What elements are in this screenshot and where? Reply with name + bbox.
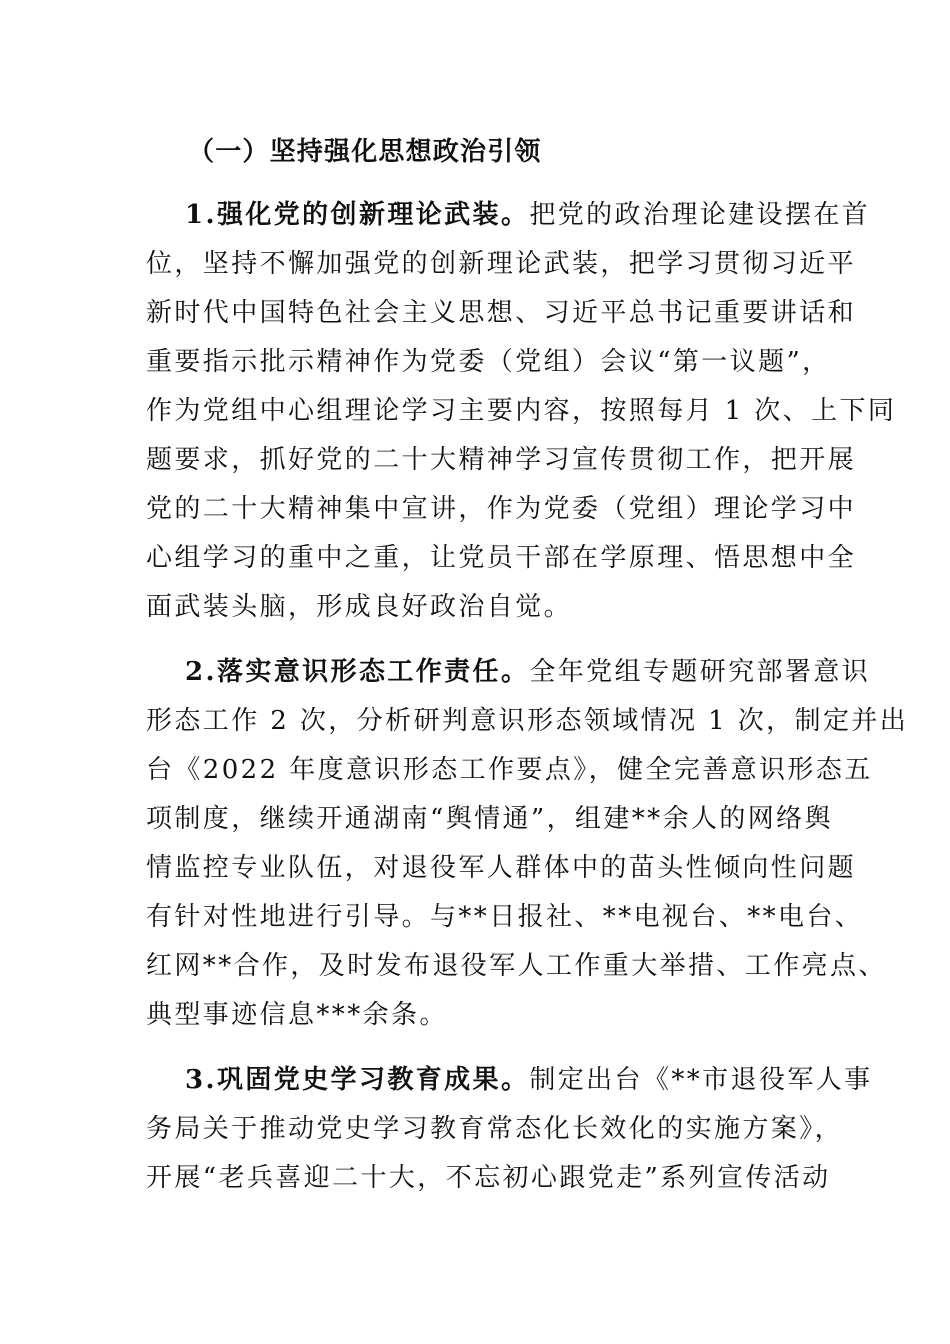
paragraph-2-line-6: 有针对性地进行引导。与**日报社、**电视台、**电台、 (146, 902, 864, 932)
paragraph-1-line-4: 重要指示批示精神作为党委（党组）会议“第一议题”， (146, 347, 831, 377)
paragraph-2-line-3: 台《2022 年度意识形态工作要点》，健全完善意识形态五 (146, 755, 873, 785)
paragraph-3-line-1: 制定出台《**市退役军人事 (529, 1065, 873, 1095)
section-heading: （一）坚持强化思想政治引领 (188, 137, 542, 167)
paragraph-3-line-3: 开展“老兵喜迎二十大，不忘初心跟党走”系列宣传活动 (146, 1163, 831, 1193)
paragraph-3-line-2: 务局关于推动党史学习教育常态化长效化的实施方案》， (146, 1114, 844, 1144)
paragraph-3-title: 3.巩固党史学习教育成果。 (185, 1065, 530, 1095)
paragraph-1-first-line (185, 200, 870, 230)
paragraph-2-line-7: 红网**合作，及时发布退役军人工作重大举措、工作亮点、 (146, 951, 887, 981)
paragraph-1-line-6: 题要求，抓好党的二十大精神学习宣传贯彻工作，把开展 (146, 445, 857, 475)
paragraph-2-line-8: 典型事迹信息***余条。 (146, 1000, 448, 1030)
paragraph-1-line-8: 心组学习的重中之重，让党员干部在学原理、悟思想中全 (146, 543, 857, 573)
paragraph-1-title: 1.强化党的创新理论武装。 (185, 200, 530, 230)
paragraph-1-line-9: 面武装头脑，形成良好政治自觉。 (146, 592, 573, 622)
paragraph-2-line-5: 情监控专业队伍，对退役军人群体中的苗头性倾向性问题 (146, 853, 857, 883)
paragraph-1-line-7: 党的二十大精神集中宣讲，作为党委（党组）理论学习中 (146, 494, 857, 524)
paragraph-1-line-3: 新时代中国特色社会主义思想、习近平总书记重要讲话和 (146, 298, 857, 328)
paragraph-2-line-2: 形态工作 2 次，分析研判意识形态领域情况 1 次，制定并出 (146, 706, 909, 736)
paragraph-1-line-2: 位，坚持不懈加强党的创新理论武装，把学习贯彻习近平 (146, 249, 857, 279)
paragraph-2-title: 2.落实意识形态工作责任。 (185, 657, 530, 687)
paragraph-3-first-line (185, 1065, 873, 1095)
paragraph-1-line-5: 作为党组中心组理论学习主要内容，按照每月 1 次、上下同 (146, 396, 897, 426)
paragraph-1-line-1: 把党的政治理论建设摆在首 (529, 200, 871, 230)
paragraph-2-first-line (185, 657, 870, 687)
paragraph-2-line-1: 全年党组专题研究部署意识 (529, 657, 871, 687)
paragraph-2-line-4: 项制度，继续开通湖南“舆情通”，组建**余人的网络舆 (146, 804, 833, 834)
